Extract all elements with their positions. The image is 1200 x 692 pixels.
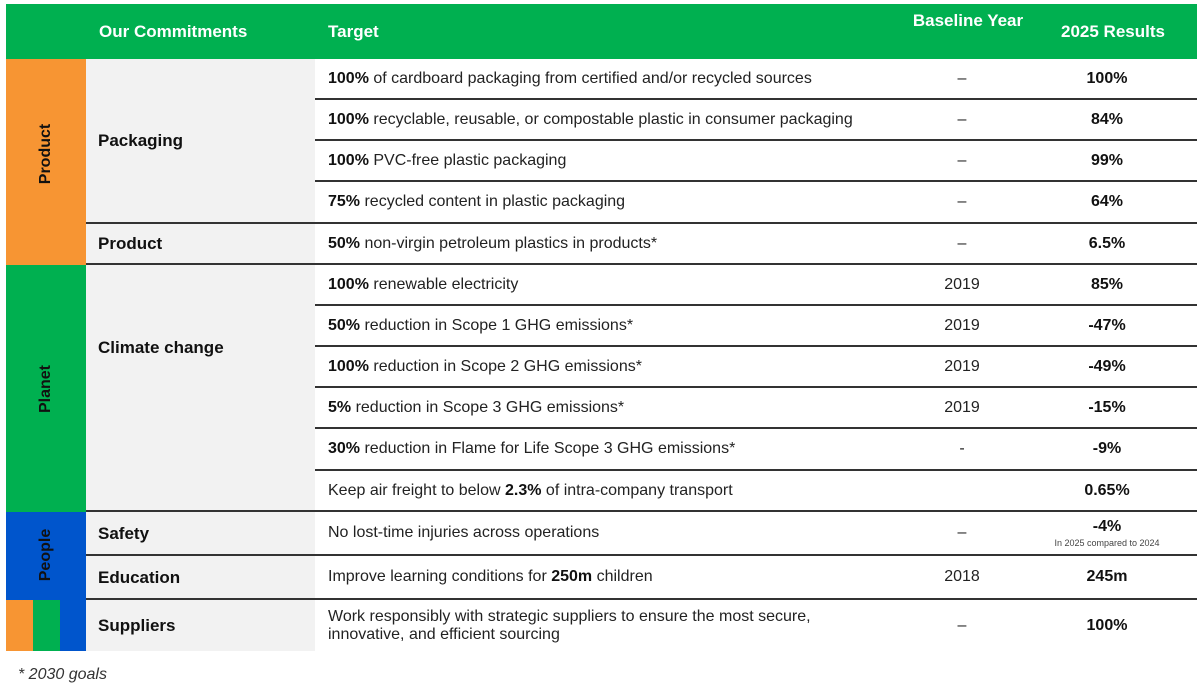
category-suppliers: Suppliers [98,616,176,635]
table-row [315,429,1197,471]
result-value: -15% [1088,398,1126,416]
table-row [315,100,1197,141]
target-text: 50% non-virgin petroleum plastics in products* [328,234,658,252]
table-row [315,471,1197,512]
baseline-year: 2019 [944,316,980,334]
result-note: In 2025 compared to 2024 [1054,538,1160,548]
table-row [315,556,1197,600]
target-text: 100% recyclable, reusable, or compostable plastic in consumer packaging [328,110,853,128]
tricolor-blue [60,600,86,651]
target-text: 100% of cardboard packaging from certified and/or recycled sources [328,69,812,87]
table-row [315,141,1197,182]
baseline-year: 2019 [944,357,980,375]
result-value: 0.65% [1084,481,1130,499]
target-text: Improve learning conditions for 250m children [328,568,653,585]
baseline-year: – [957,616,967,634]
result-value: 100% [1086,69,1128,87]
target-text: 5% reduction in Scope 3 GHG emissions* [328,398,625,416]
target-text: 30% reduction in Flame for Life Scope 3 GHG emissions* [328,440,736,457]
table-row [315,388,1197,429]
category-packaging: Packaging [98,131,184,150]
target-text: Work responsibly with strategic suppliers to ensure the most secure, innovative, and efficient sourcing [328,607,811,643]
category-safety: Safety [98,524,150,543]
table-header [6,4,1197,59]
result-value: 6.5% [1088,234,1126,252]
baseline-year: – [957,524,967,541]
header-baseline-year: Baseline Year [912,11,1024,30]
section-people-band [6,512,86,600]
result-value: -9% [1092,440,1122,457]
baseline-year: 2019 [944,398,980,416]
section-product-label: Product [37,123,54,185]
result-value: 84% [1090,110,1124,128]
table-row [315,59,1197,100]
baseline-year: – [957,193,967,210]
result-value: -47% [1088,316,1126,334]
section-product-band [6,59,86,265]
result-value: 64% [1090,193,1124,210]
header-target: Target [328,22,379,41]
category-climate-cell [86,265,315,512]
table-row [315,306,1197,347]
result-value: -49% [1088,357,1126,375]
result-value: -4% In 2025 compared to 2024 [1028,518,1186,548]
result-value: 100% [1086,616,1128,634]
target-text: No lost-time injuries across operations [328,524,600,541]
baseline-year: 2019 [944,275,980,293]
target-text: Keep air freight to below 2.3% of intra-company transport [328,481,733,499]
section-people-label: People [37,528,54,582]
target-text: 75% recycled content in plastic packaging [328,193,626,210]
table-row [315,600,1197,651]
table-row [315,265,1197,306]
baseline-year: – [957,234,967,252]
target-text: 50% reduction in Scope 1 GHG emissions* [328,316,634,334]
target-text: 100% PVC-free plastic packaging [328,151,567,169]
table-row [315,512,1197,556]
result-value: 85% [1090,275,1124,293]
section-planet-label: Planet [37,364,54,414]
baseline-year: - [959,440,965,457]
section-planet-band [6,265,86,512]
table-row [315,182,1197,224]
header-2025-results: 2025 Results [1061,22,1165,41]
result-value: 245m [1086,568,1128,585]
category-climate-change: Climate change [98,338,224,357]
tricolor-green [33,600,60,651]
baseline-year: 2018 [944,568,980,585]
category-product: Product [98,234,163,253]
header-commitments: Our Commitments [99,22,248,41]
category-education: Education [98,568,181,587]
suppliers-tricolor-band [6,600,86,651]
baseline-year: – [957,110,967,128]
result-value: 99% [1090,151,1124,169]
target-text: 100% renewable electricity [328,275,519,293]
table-row [315,224,1197,265]
baseline-year: – [957,69,967,87]
target-text: 100% reduction in Scope 2 GHG emissions* [328,357,642,375]
table-row [315,347,1197,388]
footnote: * 2030 goals [18,666,107,683]
baseline-year: – [957,151,967,169]
tricolor-orange [6,600,33,651]
